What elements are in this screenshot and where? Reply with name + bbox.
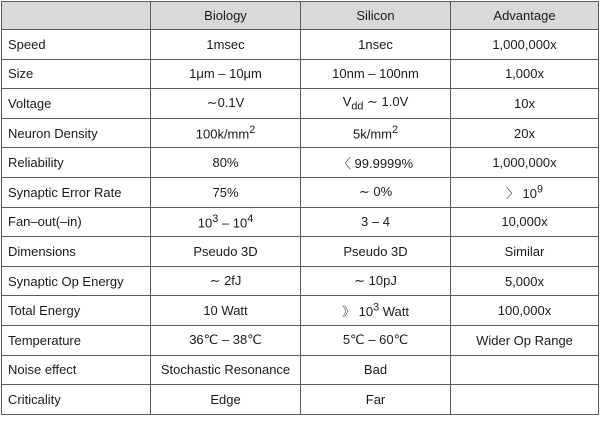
silicon-cell: Bad [301,355,451,385]
table-body [2,30,599,415]
advantage-cell: 1,000,000x [451,30,599,60]
row-label: Neuron Density [2,118,151,148]
row-label: Temperature [2,325,151,355]
superscript: 4 [247,213,254,226]
table-row [2,118,599,148]
advantage-cell: 10x [451,89,599,119]
superscript: 2 [249,124,256,137]
biology-cell: ∼ 2fJ [151,266,301,296]
advantage-cell: 1,000x [451,59,599,89]
header-biology: Biology [151,2,301,30]
biology-cell: 75% [151,177,301,207]
subscript: dd [351,100,364,113]
advantage-cell: 10,000x [451,207,599,237]
row-label: Synaptic Op Energy [2,266,151,296]
row-label: Criticality [2,385,151,415]
row-label: Fan–out(–in) [2,207,151,237]
table-row [2,207,599,237]
table-row [2,59,599,89]
silicon-cell [301,89,451,119]
advantage-cell: 20x [451,118,599,148]
biology-text: 100k/mm [195,126,250,142]
table-row [2,296,599,326]
silicon-text: 》 10 [342,304,374,320]
row-label: Dimensions [2,237,151,267]
silicon-text: ∼ 1.0V [363,94,409,110]
table-row [2,266,599,296]
advantage-cell [451,385,599,415]
table-row [2,89,599,119]
biology-cell: 36℃ – 38℃ [151,325,301,355]
silicon-cell: Pseudo 3D [301,237,451,267]
biology-text: 10 [197,215,213,231]
advantage-text: 〉 10 [505,185,538,201]
row-label: Noise effect [2,355,151,385]
header-silicon: Silicon [301,2,451,30]
table-row [2,355,599,385]
table-header [2,2,599,30]
advantage-cell [451,355,599,385]
superscript: 3 [373,301,380,314]
biology-cell: Stochastic Resonance [151,355,301,385]
superscript: 3 [212,213,219,226]
advantage-cell: 5,000x [451,266,599,296]
biology-cell [151,118,301,148]
biology-cell: 80% [151,148,301,178]
advantage-cell: 100,000x [451,296,599,326]
silicon-text: 5k/mm [352,126,392,142]
advantage-cell: 1,000,000x [451,148,599,178]
silicon-cell: 1nsec [301,30,451,60]
table-row [2,177,599,207]
superscript: 9 [537,183,544,196]
biology-cell: 1μm – 10μm [151,59,301,89]
comparison-table [1,1,599,415]
row-label: Size [2,59,151,89]
silicon-cell: 〈 99.9999% [301,148,451,178]
silicon-text: V [342,94,352,110]
biology-cell: Edge [151,385,301,415]
silicon-cell: ∼ 0% [301,177,451,207]
biology-cell: 1msec [151,30,301,60]
header-advantage: Advantage [451,2,599,30]
row-label: Total Energy [2,296,151,326]
advantage-cell: Wider Op Range [451,325,599,355]
table-row [2,325,599,355]
biology-text: – 10 [218,215,248,231]
row-label: Reliability [2,148,151,178]
biology-cell: ∼0.1V [151,89,301,119]
silicon-cell: 5℃ – 60℃ [301,325,451,355]
biology-cell: Pseudo 3D [151,237,301,267]
biology-cell: 10 Watt [151,296,301,326]
advantage-cell [451,177,599,207]
silicon-cell: Far [301,385,451,415]
table-row [2,148,599,178]
silicon-cell: 3 – 4 [301,207,451,237]
row-label: Synaptic Error Rate [2,177,151,207]
silicon-cell [301,118,451,148]
table-row [2,385,599,415]
biology-cell [151,207,301,237]
superscript: 2 [391,124,399,137]
advantage-cell: Similar [451,237,599,267]
table-row [2,237,599,267]
header-row [2,2,599,30]
table-row [2,30,599,60]
silicon-cell: 10nm – 100nm [301,59,451,89]
silicon-text: Watt [379,304,409,320]
silicon-cell: ∼ 10pJ [301,266,451,296]
row-label: Voltage [2,89,151,119]
row-label: Speed [2,30,151,60]
silicon-cell [301,296,451,326]
header-corner [2,2,151,30]
